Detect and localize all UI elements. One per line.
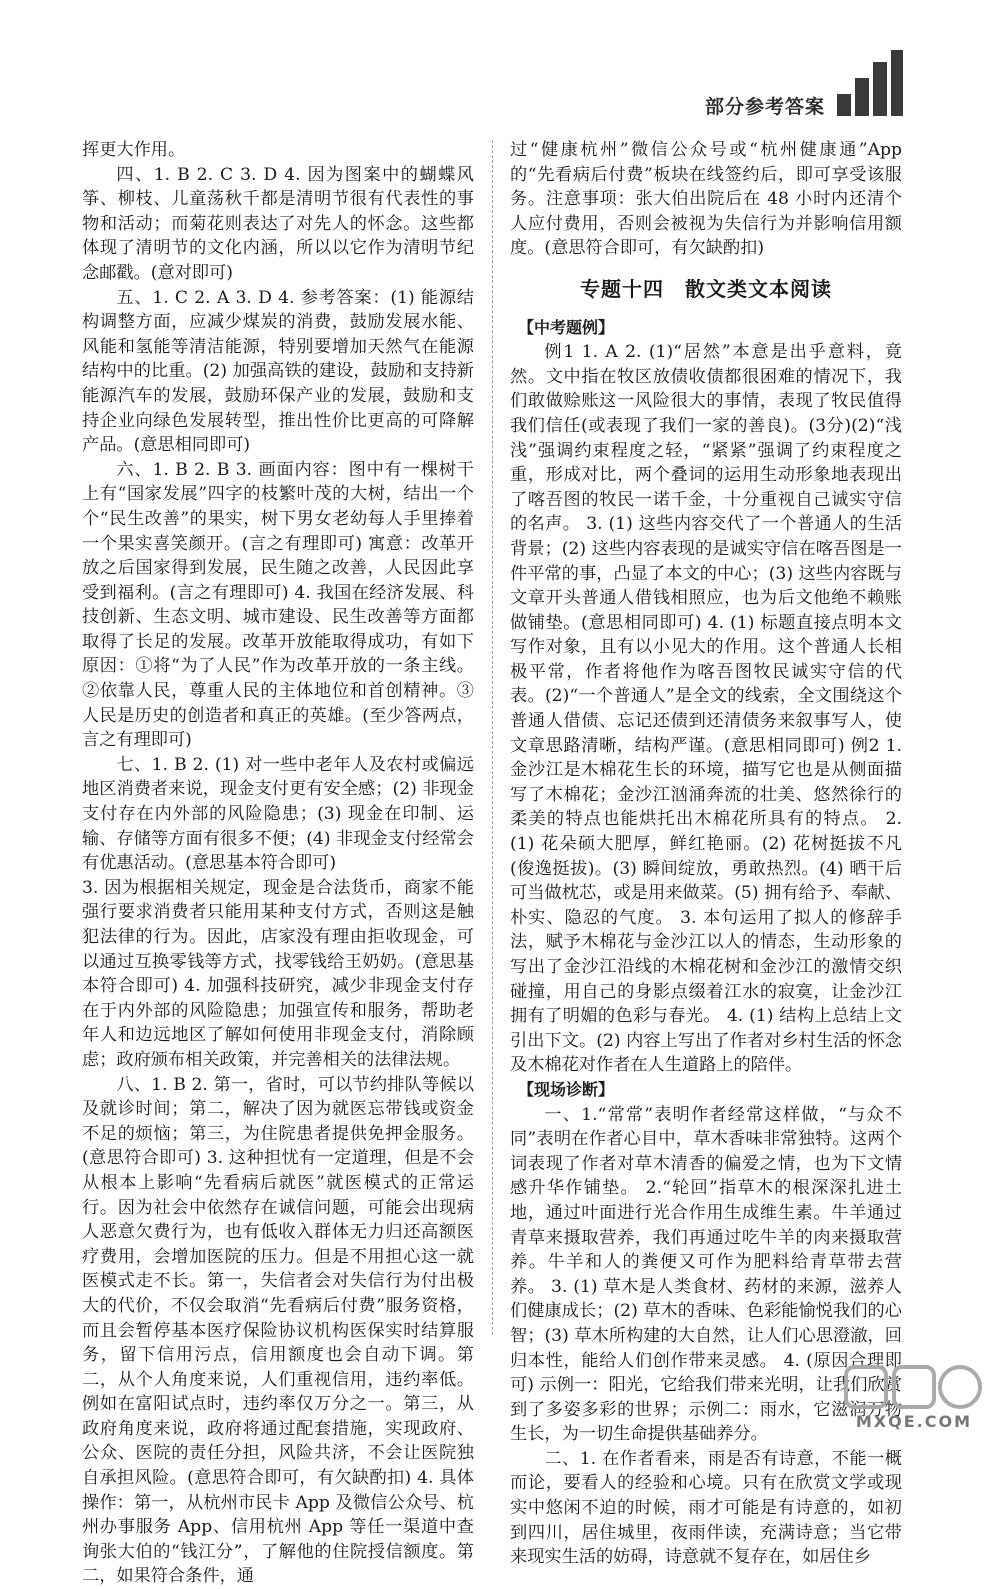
paragraph: 五、1. C 2. A 3. D 4. 参考答案：(1) 能源结构调整方面，应减少煤炭的消费，鼓励发展水能、风能和氢能等清洁能源，特别要增加天然气在能源结构中的比重。(2) 加强高铁的建设，鼓励和支持新能源汽车的发展，鼓励环保产业的发展，鼓励和支持企业向绿色发展转型，推出性价比更高的可降解产品。(意思相同即可) [82,287,474,456]
paragraph: 例1 1. A 2. (1)“居然”本意是出乎意料，竟然。文中指在牧区放债收债都很困难的情况下，我们敢做赊账这一风险很大的事情，表现了牧民值得我们信任(或表现了我们一家的善良)。(3分)(2)“浅浅”强调约束程度之轻，“紧紧”强调了约束程度之重，形成对比，两个叠词的运用生动形象地表现出了喀吾图的牧民一诺千金，十分重视自己诚实守信的名声。 3. (1) 这些内容交代了一个普通人的生活背景；(2) 这些内容表现的是诚实守信在喀吾图是一件平常的事，凸显了本文的中心；(3) 这些内容既与文章开头普通人借钱相照应，也为后文他绝不赖账做铺垫。(意思相同即可) 4. (1) 标题直接点明本文写作对象，且有以小见大的作用。这个普通人长相极平常，作者将他作为喀吾图牧民诚实守信的代表。(2)“一个普通人”是全文的线索，全文围绕这个普通人借债、忘记还债到还清债务来叙事写人，使文章思路清晰，结构严谨。(意思相同即可) 例2 1. 金沙江是木棉花生长的环境，描写它也是从侧面描写了木棉花；金沙江汹涌奔流的壮美、悠然徐行的柔美的特点也能烘托出木棉花所具有的特点。 2. (1) 花朵硕大肥厚，鲜红艳丽。(2) 花树挺拔不凡(俊逸挺拔)。(3) 瞬间绽放，勇敢热烈。(4) 晒干后可当做枕芯，或是用来做菜。(5) 拥有给予、奉献、朴实、隐忍的气度。 3. 本句运用了拟人的修辞手法，赋予木棉花与金沙江以人的情态，生动形象的写出了金沙江沿线的木棉花树和金沙江的激情交织碰撞，用自己的身影点缀着江水的寂寞，让金沙江拥有了明媚的色彩与春光。 4. (1) 结构上总结上文引出下文。(2) 内容上写出了作者对乡村生活的怀念及木棉花对作者在人生道路上的陪伴。 [510,342,902,1076]
watermark-text: MXQE.COM [855,1412,972,1431]
header-title: 部分参考答案 [704,96,825,118]
section-title: 专题十四 散文类文本阅读 [580,276,832,301]
column-divider [492,140,493,1335]
watermark-logo [840,1361,990,1441]
left-column [82,138,474,1589]
paragraph: 四、1. B 2. C 3. D 4. 因为图案中的蝴蝶风筝、柳枝、儿童荡秋千都是清明节很有代表性的事物和活动；而菊花则表达了对先人的怀念。这些都体现了清明节的文化内涵，所以以它作为清明节纪念邮戳。(意对即可) [82,164,474,283]
paragraph: 挥更大作用。 [82,140,186,160]
paragraph: 一、1.“常常”表明作者经常这样做，“与众不同”表明在作者心目中，草木香味非常独特。这两个词表现了作者对草木清香的偏爱之情，也为下文情感升华作铺垫。 2.“轮回”指草木的根深深扎进土地，通过叶面进行光合作用生成维生素。牛羊通过青草来摄取营养，我们再通过吃牛羊的肉来摄取营养。牛羊和人的粪便又可作为肥料给青草带去营养。 3. (1) 草木是人类食材、药材的来源，滋养人们健康成长；(2) 草木的香味、色彩能愉悦我们的心智；(3) 草木所构建的大自然，让人们心思澄澈，回归本性，能给人们创作带来灵感。 4. (原因合理即可) 示例一：阳光，它给我们带来光明，让我们欣赏到了多姿多彩的世界；示例二：雨水，它滋润万物生长，为一切生命提供基础养分。 [510,1104,902,1445]
paragraph: 3. 因为根据相关规定，现金是合法货币，商家不能强行要求消费者只能用某种支付方式，否则这是触犯法律的行为。因此，店家没有理由拒收现金，可以通过互换零钱等方式，找零钱给王奶奶。(意思基本符合即可) 4. 加强科技研究，减少非现金支付存在于内外部的风险隐患；加强宣传和服务，帮助老年人和边远地区了解如何使用非现金支付，消除顾虑；政府颁布相关政策，并完善相关的法律法规。 [82,877,474,1070]
paragraph: 八、1. B 2. 第一，省时，可以节约排队等候以及就诊时间；第二，解决了因为就医忘带钱或资金不足的烦恼；第三，为住院患者提供免押金服务。(意思符合即可) 3. 这种担忧有一定道理，但是不会从根本上影响“先看病后就医”就医模式的正常运行。因为社会中依然存在诚信问题，可能会出现病人恶意欠费行为，也有低收入群体无力归还高额医疗费用，会增加医院的压力。但是不用担心这一就医模式走不长。第一，失信者会对失信行为付出极大的代价，不仅会取消“先看病后付费”服务资格，而且会暂停基本医疗保险协议机构医保实时结算服务，留下信用污点，信用额度也会自动下调。第二，从个人角度来说，人们重视信用，违约率低。例如在富阳试点时，违约率仅万分之一。第三，从政府角度来说，政府将通过配套措施，实现政府、公众、医院的责任分担，风险共济，不会让医院独自承担风险。(意思符合即可，有欠缺酌扣) 4. 具体操作：第一，从杭州市民卡 App 及微信公众号、杭州办事服务 App、信用杭州 App 等任一渠道中查询张大伯的“钱江分”，了解他的住院授信额度。第二，如果符合条件，通 [82,1074,474,1587]
page-header [660,40,910,120]
paragraph: 过“健康杭州”微信公众号或“杭州健康通”App 的“先看病后付费”板块在线签约后，即可享受该服务。注意事项：张大伯出院后在 48 小时内还清个人应付费用，否则会被视为失信行为并影响信用额度。(意思符合即可，有欠缺酌扣) [510,140,902,259]
paragraph: 七、1. B 2. (1) 对一些中老年人及农村或偏远地区消费者来说，现金支付更有安全感；(2) 非现金支付存在内外部的风险隐患；(3) 现金在印制、运输、存储等方面有很多不便；(4) 非现金支付经常会有优惠活动。(意思基本符合即可) [82,754,474,874]
sub-heading: 【现场诊断】 [518,1079,615,1099]
paragraph: 二、1. 在作者看来，雨是否有诗意，不能一概而论，要看人的经验和心境。只有在欣赏文学或现实中悠闲不迫的时候，雨才可能是有诗意的，如初到四川，居住城里，夜雨伴读，充满诗意；当它带来现实生活的妨碍，诗意就不复存在，如居住乡 [510,1448,902,1568]
right-column [510,138,902,1570]
sub-heading: 【中考题例】 [518,317,615,337]
paragraph: 六、1. B 2. B 3. 画面内容：图中有一棵树干上有“国家发展”四字的枝繁叶茂的大树，结出一个个“民生改善”的果实，树下男女老幼每人手里捧着一个果实喜笑颜开。(言之有理即可) 寓意：改革开放之后国家得到发展，民生随之改善，人民因此享受到福利。(言之有理即可) 4. 我国在经济发展、科技创新、生态文明、城市建设、民生改善等方面都取得了长足的发展。改革开放能取得成功，有如下原因：①将“为了人民”作为改革开放的一条主线。②依靠人民，尊重人民的主体地位和首创精神。③人民是历史的创造者和真正的英雄。(至少答两点，言之有理即可) [82,459,474,751]
header-bars-icon [835,48,905,118]
